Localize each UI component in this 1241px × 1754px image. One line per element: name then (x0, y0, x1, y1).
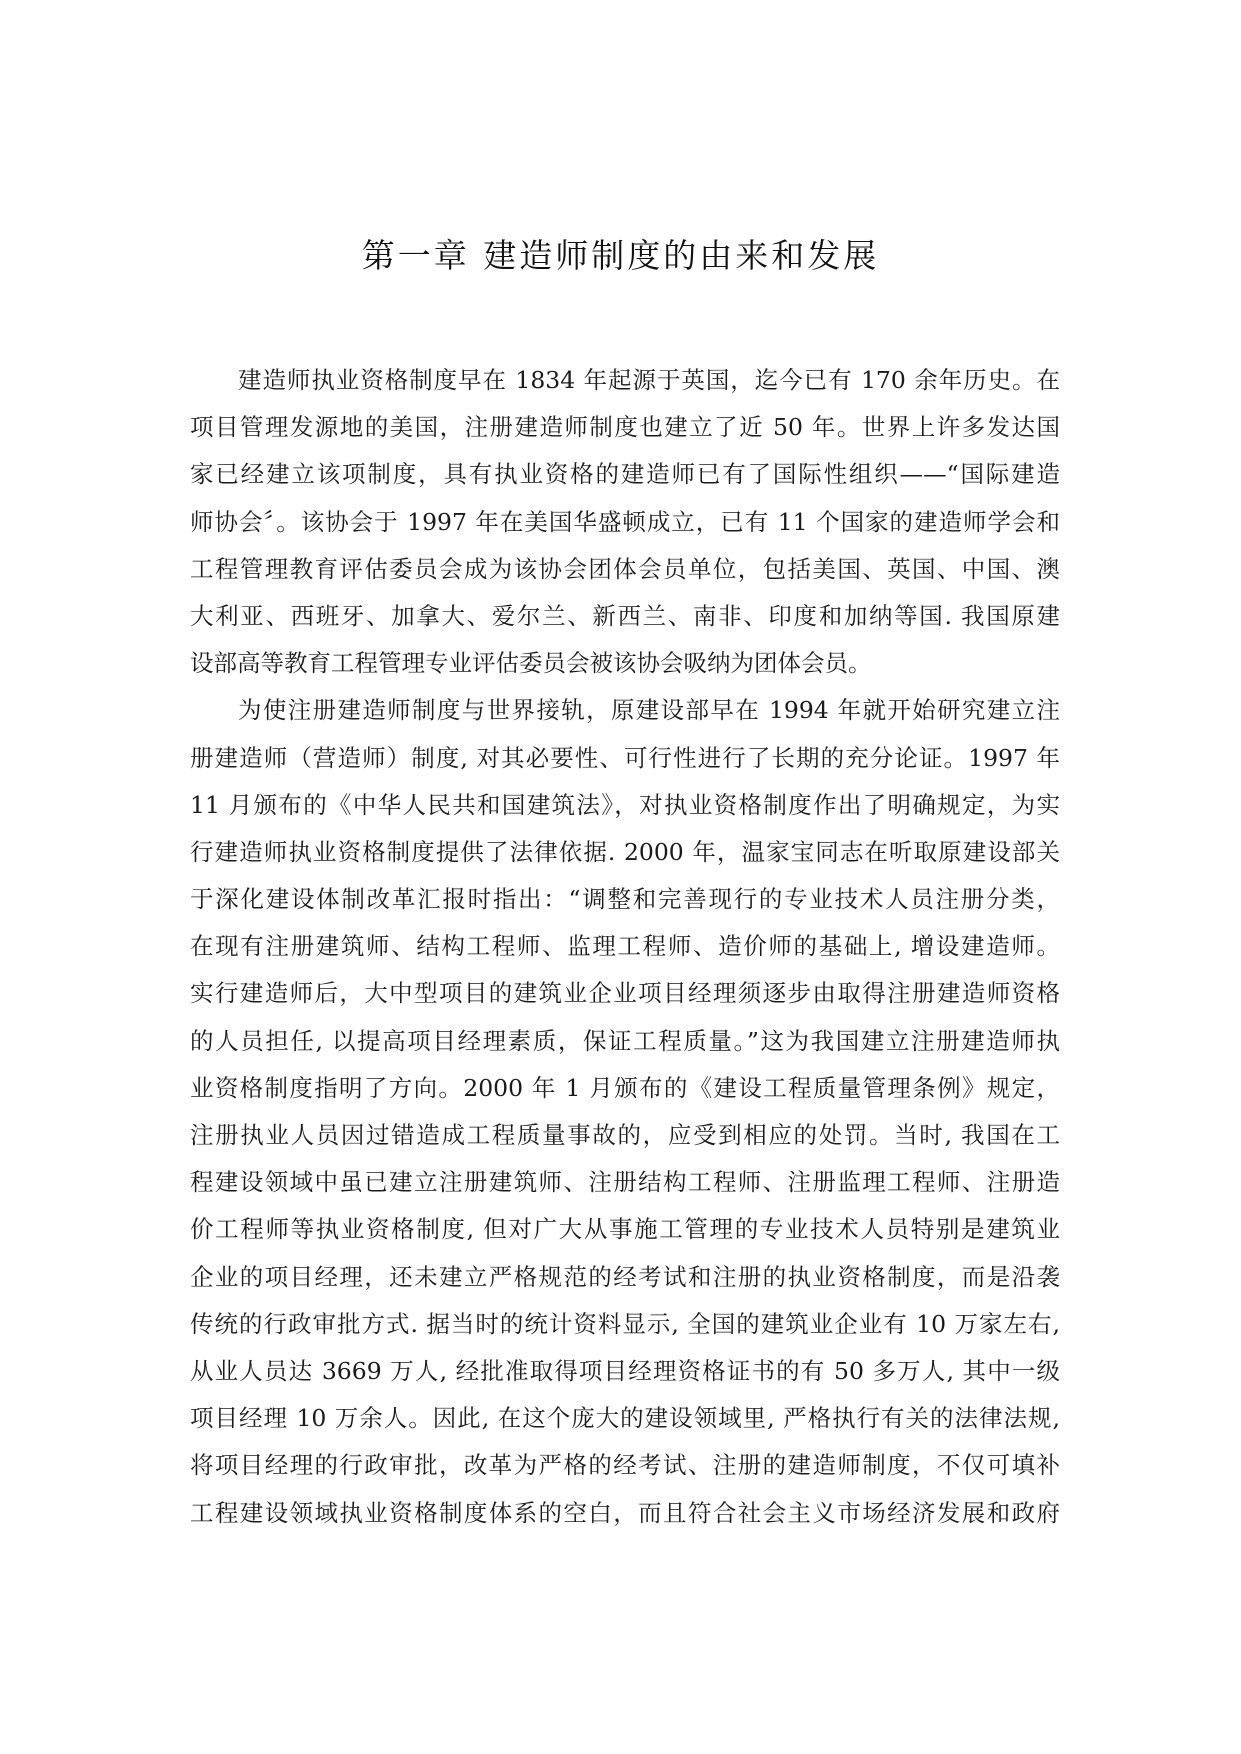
paragraph-line: 于深化建设体制改革汇报时指出：“调整和完善现行的专业技术人员注册分类， (190, 885, 1060, 914)
body-text (190, 357, 1060, 1537)
paragraph-line: 11 月颁布的《中华人民共和国建筑法》，对执业资格制度作出了明确规定，为实 (190, 790, 1060, 819)
paragraph-line: 师协会〞。该协会于 1997 年在美国华盛顿成立，已有 11 个国家的建造师学会和 (190, 507, 1060, 536)
paragraph-line: 大利亚、西班牙、加拿大、爱尔兰、新西兰、南非、印度和加纳等国. 我国原建 (190, 601, 1060, 630)
paragraph-line: 工程建设领域执业资格制度体系的空白，而且符合社会主义市场经济发展和政府 (190, 1498, 1060, 1527)
paragraph-line: 从业人员达 3669 万人, 经批准取得项目经理资格证书的有 50 多万人, 其中一级 (190, 1356, 1060, 1385)
paragraph-line: 在现有注册建筑师、结构工程师、监理工程师、造价师的基础上, 增设建造师。 (190, 932, 1060, 961)
paragraph-line: 建造师执业资格制度早在 1834 年起源于英国，迄今已有 170 余年历史。在 (238, 366, 1060, 394)
paragraph-line: 业资格制度指明了方向。2000 年 1 月颁布的《建设工程质量管理条例》规定， (190, 1073, 1060, 1102)
paragraph-line: 注册执业人员因过错造成工程质量事故的，应受到相应的处罚。当时, 我国在工 (190, 1121, 1060, 1149)
paragraph-line: 将项目经理的行政审批，改革为严格的经考试、注册的建造师制度，不仅可填补 (190, 1451, 1060, 1480)
paragraph-line: 企业的项目经理，还未建立严格规范的经考试和注册的执业资格制度，而是沿袭 (190, 1262, 1060, 1291)
paragraph-line: 设部高等教育工程管理专业评估委员会被该协会吸纳为团体会员。 (190, 649, 872, 678)
paragraph-line: 价工程师等执业资格制度, 但对广大从事施工管理的专业技术人员特别是建筑业 (190, 1215, 1060, 1244)
paragraph-2 (190, 687, 1060, 1536)
paragraph-line: 传统的行政审批方式. 据当时的统计资料显示, 全国的建筑业企业有 10 万家左右, (190, 1309, 1060, 1338)
paragraph-line: 家已经建立该项制度，具有执业资格的建造师已有了国际性组织——“国际建造 (190, 460, 1060, 489)
paragraph-line: 的人员担任, 以提高项目经理素质，保证工程质量。”这为我国建立注册建造师执 (190, 1026, 1060, 1055)
paragraph-line: 工程管理教育评估委员会成为该协会团体会员单位，包括美国、英国、中国、澳 (190, 554, 1060, 583)
paragraph-line: 实行建造师后，大中型项目的建筑业企业项目经理须逐步由取得注册建造师资格 (190, 979, 1060, 1008)
paragraph-line: 行建造师执业资格制度提供了法律依据. 2000 年，温家宝同志在听取原建设部关 (190, 837, 1060, 866)
paragraph-line: 程建设领域中虽已建立注册建筑师、注册结构工程师、注册监理工程师、注册造 (190, 1168, 1060, 1197)
paragraph-line: 项目管理发源地的美国，注册建造师制度也建立了近 50 年。世界上许多发达国 (190, 413, 1060, 442)
paragraph-line: 项目经理 10 万余人。因此, 在这个庞大的建设领域里, 严格执行有关的法律法规, (190, 1404, 1060, 1433)
paragraph-line: 册建造师（营造师）制度, 对其必要性、可行性进行了长期的充分论证。1997 年 (190, 743, 1060, 772)
chapter-title: 第一章 建造师制度的由来和发展 (361, 236, 880, 275)
paragraph-1 (190, 357, 1060, 687)
paragraph-line: 为使注册建造师制度与世界接轨，原建设部早在 1994 年就开始研究建立注 (238, 696, 1060, 725)
